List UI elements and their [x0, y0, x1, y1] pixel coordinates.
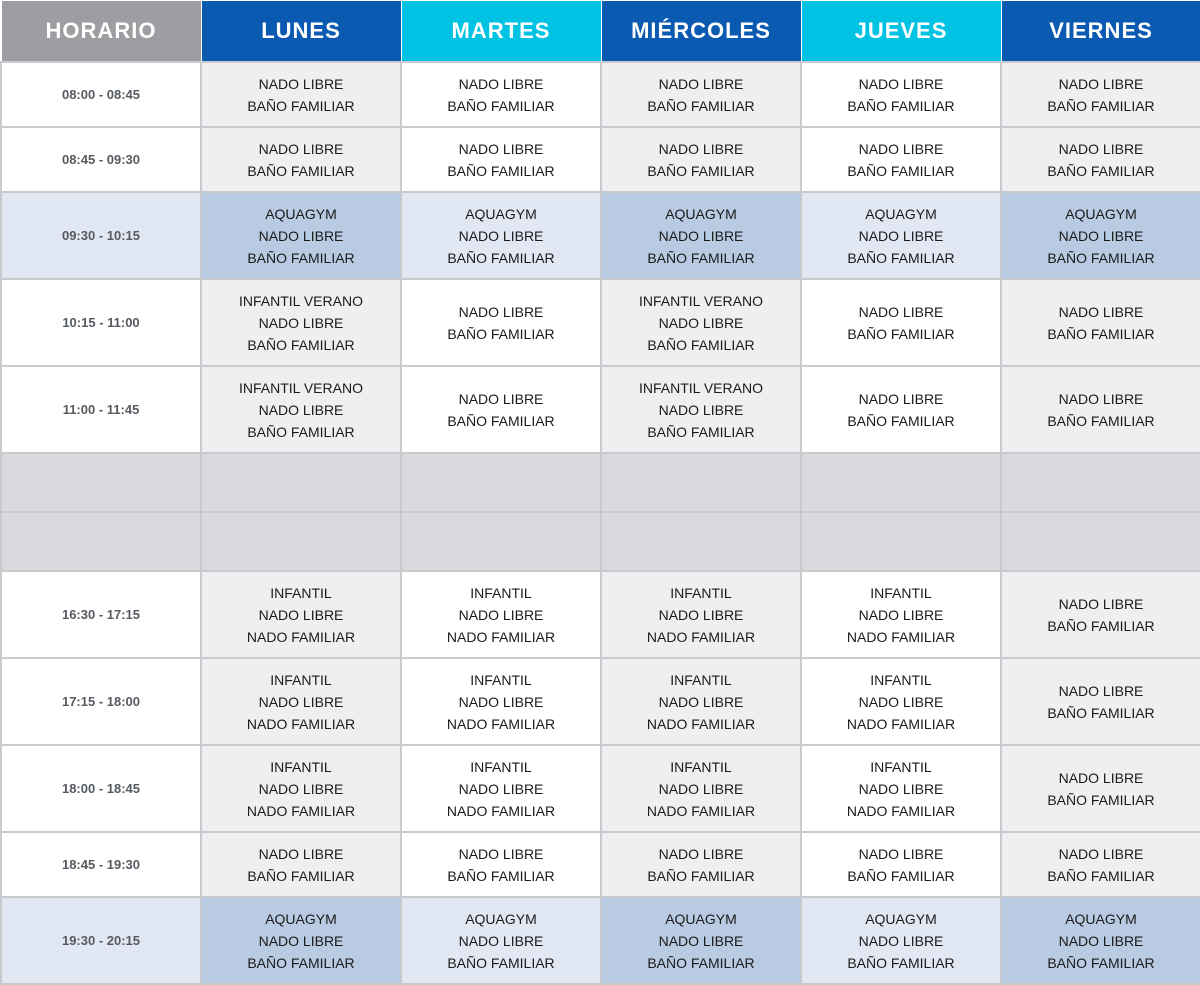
activity-cell: [601, 279, 801, 366]
activity-label: BAÑO FAMILIAR: [647, 867, 755, 884]
activity-cell: [1001, 192, 1200, 279]
activity-cell: [801, 366, 1001, 453]
activity-label: BAÑO FAMILIAR: [447, 954, 555, 971]
activity-label: BAÑO FAMILIAR: [847, 97, 955, 114]
time-slot: 19:30 - 20:15: [1, 897, 201, 984]
header-time: HORARIO: [1, 1, 201, 63]
activity-label: NADO LIBRE: [858, 390, 944, 407]
time-slot: 18:00 - 18:45: [1, 745, 201, 832]
activity-label: BAÑO FAMILIAR: [447, 325, 555, 342]
schedule-body: [1, 62, 1200, 984]
activity-label: NADO LIBRE: [458, 932, 544, 949]
activity-label: BAÑO FAMILIAR: [847, 325, 955, 342]
activity-cell: [401, 512, 601, 571]
activity-label: NADO LIBRE: [258, 227, 344, 244]
activity-label: NADO LIBRE: [258, 140, 344, 157]
activity-label: BAÑO FAMILIAR: [447, 867, 555, 884]
activity-label: BAÑO FAMILIAR: [1047, 867, 1155, 884]
activity-label: BAÑO FAMILIAR: [1047, 954, 1155, 971]
activity-cell: [801, 453, 1001, 512]
activity-label: BAÑO FAMILIAR: [247, 97, 355, 114]
activity-label: BAÑO FAMILIAR: [647, 336, 755, 353]
activity-label: NADO LIBRE: [858, 75, 944, 92]
activity-cell: [401, 571, 601, 658]
activity-cell: [1001, 571, 1200, 658]
activity-cell: [1001, 832, 1200, 897]
time-slot: [1, 453, 201, 512]
activity-label: BAÑO FAMILIAR: [1047, 249, 1155, 266]
activity-label: NADO FAMILIAR: [846, 628, 956, 645]
activity-label: BAÑO FAMILIAR: [247, 249, 355, 266]
activity-cell: [201, 127, 401, 192]
activity-cell: [601, 366, 801, 453]
activity-label: NADO LIBRE: [858, 227, 944, 244]
activity-cell: [201, 658, 401, 745]
activity-label: INFANTIL: [870, 584, 932, 601]
activity-cell: [801, 832, 1001, 897]
activity-label: NADO LIBRE: [458, 780, 544, 797]
activity-cell: [801, 658, 1001, 745]
activity-label: BAÑO FAMILIAR: [247, 336, 355, 353]
activity-label: NADO LIBRE: [458, 140, 544, 157]
activity-label: BAÑO FAMILIAR: [647, 954, 755, 971]
activity-cell: [201, 832, 401, 897]
activity-cell: [801, 127, 1001, 192]
activity-label: NADO LIBRE: [258, 845, 344, 862]
header-day: VIERNES: [1001, 1, 1200, 63]
activity-cell: [601, 192, 801, 279]
activity-label: BAÑO FAMILIAR: [247, 423, 355, 440]
activity-label: BAÑO FAMILIAR: [647, 423, 755, 440]
activity-cell: [1001, 366, 1200, 453]
activity-label: NADO LIBRE: [1058, 140, 1144, 157]
activity-cell: [1001, 897, 1200, 984]
activity-label: NADO FAMILIAR: [246, 802, 356, 819]
activity-label: NADO LIBRE: [658, 401, 744, 418]
activity-label: INFANTIL: [870, 671, 932, 688]
activity-cell: [401, 127, 601, 192]
activity-label: NADO LIBRE: [258, 75, 344, 92]
activity-label: NADO LIBRE: [458, 303, 544, 320]
activity-label: AQUAGYM: [865, 910, 937, 927]
activity-label: BAÑO FAMILIAR: [447, 97, 555, 114]
activity-label: BAÑO FAMILIAR: [647, 249, 755, 266]
activity-label: NADO LIBRE: [1058, 75, 1144, 92]
activity-label: BAÑO FAMILIAR: [1047, 412, 1155, 429]
activity-label: BAÑO FAMILIAR: [1047, 791, 1155, 808]
header-day: JUEVES: [801, 1, 1001, 63]
activity-cell: [1001, 512, 1200, 571]
activity-cell: [401, 658, 601, 745]
schedule-row: [1, 366, 1200, 453]
activity-label: INFANTIL VERANO: [639, 379, 763, 396]
activity-label: NADO FAMILIAR: [646, 715, 756, 732]
activity-label: NADO LIBRE: [858, 140, 944, 157]
header-day: MARTES: [401, 1, 601, 63]
time-slot: 16:30 - 17:15: [1, 571, 201, 658]
activity-label: BAÑO FAMILIAR: [647, 97, 755, 114]
activity-cell: [401, 745, 601, 832]
header-day: MIÉRCOLES: [601, 1, 801, 63]
activity-label: NADO LIBRE: [458, 606, 544, 623]
activity-label: BAÑO FAMILIAR: [847, 954, 955, 971]
schedule-row: [1, 571, 1200, 658]
activity-label: NADO LIBRE: [658, 606, 744, 623]
activity-label: BAÑO FAMILIAR: [447, 162, 555, 179]
activity-label: NADO LIBRE: [1058, 390, 1144, 407]
activity-cell: [1001, 62, 1200, 127]
schedule-row: [1, 62, 1200, 127]
activity-label: NADO LIBRE: [858, 932, 944, 949]
activity-label: INFANTIL: [270, 671, 332, 688]
activity-label: NADO FAMILIAR: [846, 802, 956, 819]
activity-label: BAÑO FAMILIAR: [447, 412, 555, 429]
schedule-row: [1, 658, 1200, 745]
activity-label: NADO LIBRE: [858, 606, 944, 623]
activity-label: NADO FAMILIAR: [446, 715, 556, 732]
activity-label: NADO LIBRE: [658, 75, 744, 92]
activity-label: NADO LIBRE: [658, 140, 744, 157]
activity-label: BAÑO FAMILIAR: [1047, 617, 1155, 634]
time-slot: 08:45 - 09:30: [1, 127, 201, 192]
activity-cell: [401, 832, 601, 897]
activity-cell: [401, 279, 601, 366]
activity-cell: [601, 512, 801, 571]
activity-cell: [401, 62, 601, 127]
activity-label: NADO LIBRE: [458, 390, 544, 407]
activity-label: NADO LIBRE: [1058, 845, 1144, 862]
activity-label: NADO LIBRE: [458, 75, 544, 92]
activity-label: NADO LIBRE: [1058, 303, 1144, 320]
activity-label: BAÑO FAMILIAR: [847, 249, 955, 266]
activity-cell: [201, 745, 401, 832]
activity-label: NADO LIBRE: [1058, 227, 1144, 244]
header-row: [1, 1, 1200, 63]
time-slot: [1, 512, 201, 571]
activity-label: BAÑO FAMILIAR: [1047, 162, 1155, 179]
activity-label: AQUAGYM: [265, 910, 337, 927]
schedule-row: [1, 832, 1200, 897]
activity-label: BAÑO FAMILIAR: [1047, 704, 1155, 721]
activity-label: NADO LIBRE: [858, 693, 944, 710]
break-row: [1, 512, 1200, 571]
activity-label: BAÑO FAMILIAR: [847, 162, 955, 179]
break-row: [1, 453, 1200, 512]
schedule-row: [1, 745, 1200, 832]
activity-label: NADO LIBRE: [858, 845, 944, 862]
activity-label: INFANTIL VERANO: [239, 379, 363, 396]
activity-label: INFANTIL: [270, 584, 332, 601]
activity-cell: [801, 192, 1001, 279]
activity-label: AQUAGYM: [465, 205, 537, 222]
activity-label: AQUAGYM: [265, 205, 337, 222]
activity-label: NADO LIBRE: [858, 780, 944, 797]
activity-label: AQUAGYM: [665, 910, 737, 927]
activity-cell: [401, 897, 601, 984]
activity-label: NADO LIBRE: [658, 845, 744, 862]
activity-cell: [201, 279, 401, 366]
activity-cell: [401, 453, 601, 512]
activity-cell: [601, 127, 801, 192]
activity-cell: [401, 192, 601, 279]
time-slot: 17:15 - 18:00: [1, 658, 201, 745]
activity-label: INFANTIL: [670, 671, 732, 688]
activity-cell: [801, 745, 1001, 832]
activity-label: NADO LIBRE: [1058, 595, 1144, 612]
activity-cell: [601, 745, 801, 832]
activity-label: AQUAGYM: [465, 910, 537, 927]
activity-label: NADO LIBRE: [258, 401, 344, 418]
time-slot: 09:30 - 10:15: [1, 192, 201, 279]
activity-cell: [1001, 127, 1200, 192]
activity-label: AQUAGYM: [1065, 205, 1137, 222]
activity-label: NADO LIBRE: [658, 780, 744, 797]
activity-label: NADO LIBRE: [458, 845, 544, 862]
activity-cell: [401, 366, 601, 453]
activity-label: NADO LIBRE: [1058, 932, 1144, 949]
activity-cell: [201, 571, 401, 658]
activity-label: BAÑO FAMILIAR: [1047, 325, 1155, 342]
activity-cell: [801, 571, 1001, 658]
activity-label: NADO LIBRE: [1058, 682, 1144, 699]
activity-cell: [201, 897, 401, 984]
activity-label: INFANTIL: [470, 584, 532, 601]
activity-cell: [201, 366, 401, 453]
schedule-row: [1, 127, 1200, 192]
activity-label: NADO FAMILIAR: [646, 628, 756, 645]
activity-label: NADO FAMILIAR: [246, 715, 356, 732]
activity-label: NADO LIBRE: [1058, 769, 1144, 786]
activity-label: NADO LIBRE: [658, 314, 744, 331]
activity-label: NADO FAMILIAR: [646, 802, 756, 819]
activity-label: NADO FAMILIAR: [846, 715, 956, 732]
activity-cell: [601, 897, 801, 984]
activity-label: NADO LIBRE: [658, 932, 744, 949]
activity-label: BAÑO FAMILIAR: [647, 162, 755, 179]
activity-label: NADO LIBRE: [258, 693, 344, 710]
time-slot: 18:45 - 19:30: [1, 832, 201, 897]
activity-label: NADO FAMILIAR: [446, 628, 556, 645]
activity-label: INFANTIL: [870, 758, 932, 775]
activity-label: BAÑO FAMILIAR: [847, 412, 955, 429]
activity-cell: [1001, 453, 1200, 512]
activity-cell: [201, 192, 401, 279]
activity-cell: [601, 453, 801, 512]
activity-label: INFANTIL VERANO: [639, 292, 763, 309]
activity-label: BAÑO FAMILIAR: [247, 162, 355, 179]
activity-label: INFANTIL: [270, 758, 332, 775]
activity-label: BAÑO FAMILIAR: [447, 249, 555, 266]
activity-label: NADO LIBRE: [258, 314, 344, 331]
activity-label: BAÑO FAMILIAR: [247, 954, 355, 971]
activity-label: NADO LIBRE: [658, 693, 744, 710]
activity-label: NADO FAMILIAR: [246, 628, 356, 645]
time-slot: 11:00 - 11:45: [1, 366, 201, 453]
activity-label: AQUAGYM: [1065, 910, 1137, 927]
activity-cell: [601, 658, 801, 745]
activity-label: NADO LIBRE: [458, 693, 544, 710]
activity-label: INFANTIL: [470, 758, 532, 775]
schedule-row: [1, 897, 1200, 984]
time-slot: 10:15 - 11:00: [1, 279, 201, 366]
activity-label: INFANTIL: [670, 584, 732, 601]
activity-cell: [201, 62, 401, 127]
activity-label: NADO LIBRE: [258, 780, 344, 797]
activity-cell: [801, 512, 1001, 571]
activity-label: AQUAGYM: [665, 205, 737, 222]
activity-label: AQUAGYM: [865, 205, 937, 222]
activity-cell: [801, 62, 1001, 127]
activity-cell: [801, 279, 1001, 366]
activity-cell: [801, 897, 1001, 984]
time-slot: 08:00 - 08:45: [1, 62, 201, 127]
activity-label: INFANTIL VERANO: [239, 292, 363, 309]
activity-cell: [201, 453, 401, 512]
schedule-row: [1, 279, 1200, 366]
activity-label: NADO LIBRE: [858, 303, 944, 320]
activity-cell: [601, 571, 801, 658]
activity-cell: [601, 62, 801, 127]
header-day: LUNES: [201, 1, 401, 63]
activity-label: NADO LIBRE: [258, 932, 344, 949]
activity-label: BAÑO FAMILIAR: [247, 867, 355, 884]
activity-label: INFANTIL: [670, 758, 732, 775]
activity-label: INFANTIL: [470, 671, 532, 688]
activity-label: NADO LIBRE: [258, 606, 344, 623]
activity-cell: [1001, 745, 1200, 832]
schedule-row: [1, 192, 1200, 279]
activity-cell: [201, 512, 401, 571]
activity-label: NADO LIBRE: [658, 227, 744, 244]
activity-label: NADO LIBRE: [458, 227, 544, 244]
activity-cell: [601, 832, 801, 897]
activity-cell: [1001, 279, 1200, 366]
activity-label: BAÑO FAMILIAR: [847, 867, 955, 884]
activity-label: BAÑO FAMILIAR: [1047, 97, 1155, 114]
activity-cell: [1001, 658, 1200, 745]
activity-label: NADO FAMILIAR: [446, 802, 556, 819]
